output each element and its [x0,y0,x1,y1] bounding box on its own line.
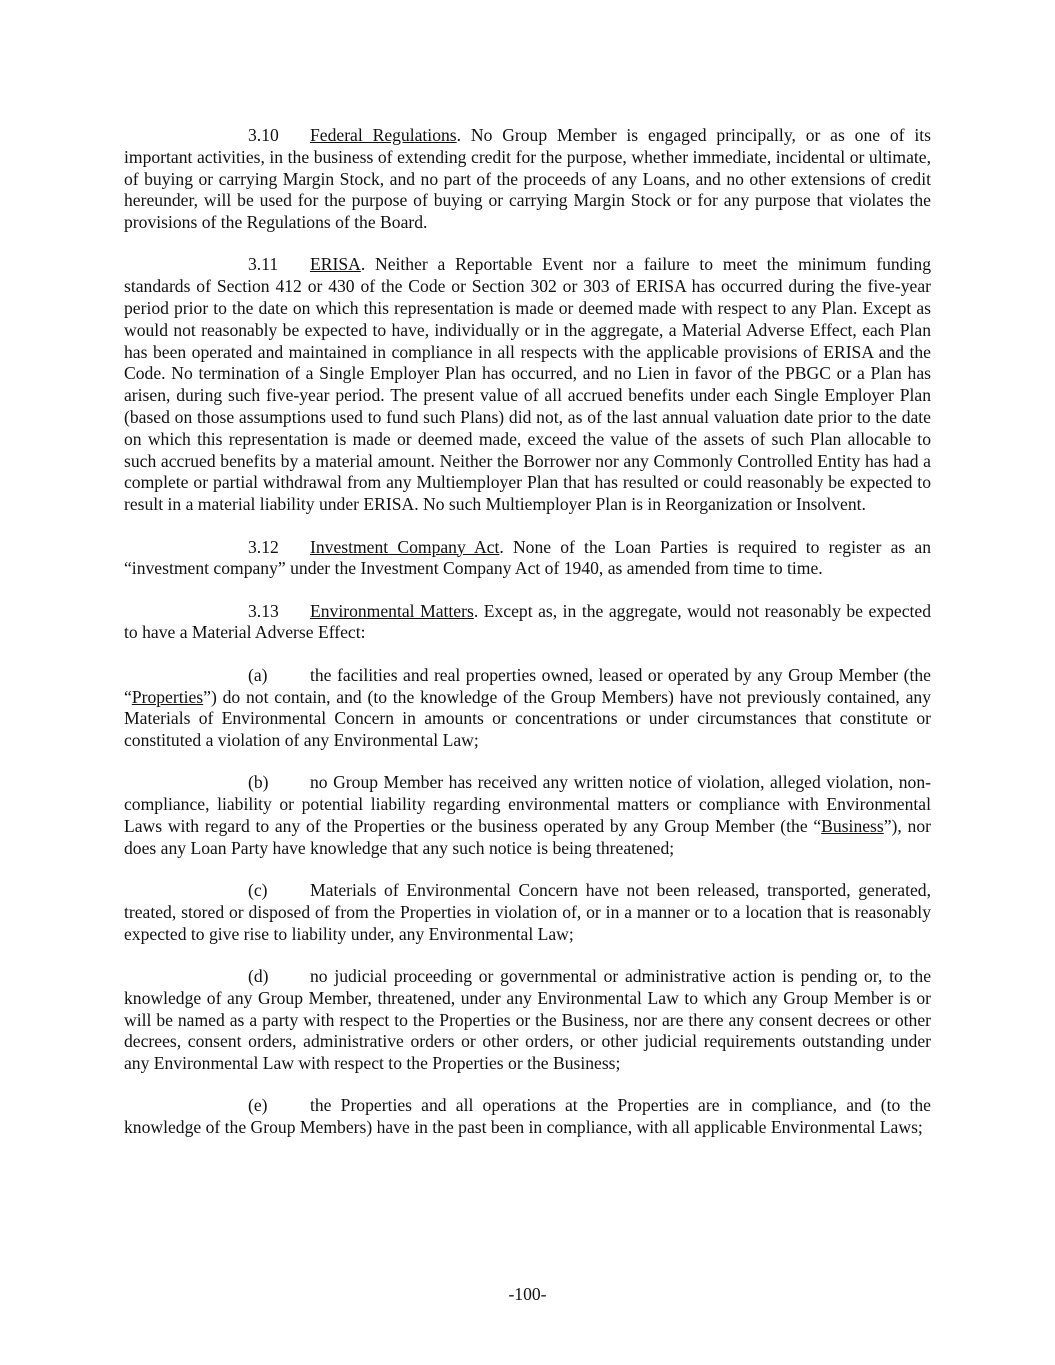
clause-label: (c) [248,880,268,901]
section-heading: ERISA [310,254,361,275]
section-3-10 [124,125,931,234]
section-number: 3.13 [248,600,279,621]
section-3-11 [124,254,931,516]
defined-term-properties: Properties [131,686,204,707]
section-heading: Federal Regulations [310,125,457,145]
clause-b [124,772,931,859]
clause-text-after: ”), nor does any Loan Party have knowledge that any such notice is being threatened; [124,816,931,858]
section-number: 3.10 [248,125,279,145]
section-heading: Environmental Matters [310,600,474,621]
clause-text: Materials of Environmental Concern have not been released, transported, generated, treated, stored or disposed of from the Properties in violation of, or in a manner or to a location that is reasonably expected to give rise to liability under, any Environmental Law; [124,880,931,944]
clause-text: the Properties and all operations at the Properties are in compliance, and (to the knowledge of the Group Members) have in the past been in compliance, with all applicable Environmental Laws; [124,1095,931,1138]
clause-label: (b) [248,772,269,793]
section-3-13 [124,601,931,645]
section-text: . Except as, in the aggregate, would not reasonably be expected to have a Material Adverse Effect: [124,600,932,643]
defined-term-business: Business [821,816,884,837]
section-number: 3.11 [248,254,279,275]
clause-label: (e) [248,1095,268,1116]
section-number: 3.12 [248,536,279,557]
clause-label: (a) [248,664,268,685]
clause-d [124,966,931,1075]
clause-text-before: the facilities and real properties owned, leased or operated by any Group Member (the “ [124,664,931,707]
section-text: . Neither a Reportable Event nor a failure to meet the minimum funding standards of Section 412 or 430 of the Code or Section 302 or 303 of ERISA has occurred during the five-year period prior to the date on which this representation is made or deemed made with respect to any Plan. Except as would not reasonably be expected to have, individually or in the aggregate, a Material Adverse Effect, each Plan has been operated and maintained in compliance in all respects with the applicable provisions of ERISA and the Code. No termination of a Single Employer Plan has occurred, and no Lien in favor of the PBGC or a Plan has arisen, during such five-year period. The present value of all accrued benefits under each Single Employer Plan (based on those assumptions used to fund such Plans) did not, as of the last annual valuation date prior to the date on which this representation is made or deemed made, exceed the value of the assets of such Plan allocable to such accrued benefits by a material amount. Neither the Borrower nor any Commonly Controlled Entity has had a complete or partial withdrawal from any Multiemployer Plan that has resulted or could reasonably be expected to result in a material liability under ERISA. No such Multiemployer Plan is in Reorganization or Insolvent. [124,254,931,515]
clause-text-before: no Group Member has received any written notice of violation, alleged violation, non-compliance, liability or potential liability regarding environmental matters or compliance with Environmental Laws with regard to any of the Properties or the business operated by any Group Member (the “ [124,772,931,837]
section-text: . No Group Member is engaged principally, or as one of its important activities, in the business of extending credit for the purpose, whether immediate, incidental or ultimate, of buying or carrying Margin Stock, and no part of the proceeds of any Loans, and no other extensions of credit hereunder, will be used for the purpose of buying or carrying Margin Stock or for any purpose that violates the provisions of the Regulations of the Board. [124,125,931,233]
clause-a [124,665,931,752]
section-text: . None of the Loan Parties is required to register as an “investment company” under the Investment Company Act of 1940, as amended from time to time. [124,536,932,579]
section-3-12 [124,537,931,581]
clause-text: no judicial proceeding or governmental or administrative action is pending or, to the knowledge of any Group Member, threatened, under any Environmental Law to which any Group Member is or will be named as a party with respect to the Properties or the Business, nor are there any consent decrees or other decrees, consent orders, administrative orders or other orders, or other judicial requirements outstanding under any Environmental Law with respect to the Properties or the Business; [124,966,931,1074]
clause-text-after: ”) do not contain, and (to the knowledge of the Group Members) have not previously contained, any Materials of Environmental Concern in amounts or concentrations or under circumstances that constitute or constituted a violation of any Environmental Law; [124,686,931,751]
clause-c [124,880,931,945]
document-body [124,125,931,1160]
page-number: -100- [508,1284,547,1304]
clause-label: (d) [248,966,269,986]
clause-e [124,1095,931,1139]
section-heading: Investment Company Act [310,536,500,557]
